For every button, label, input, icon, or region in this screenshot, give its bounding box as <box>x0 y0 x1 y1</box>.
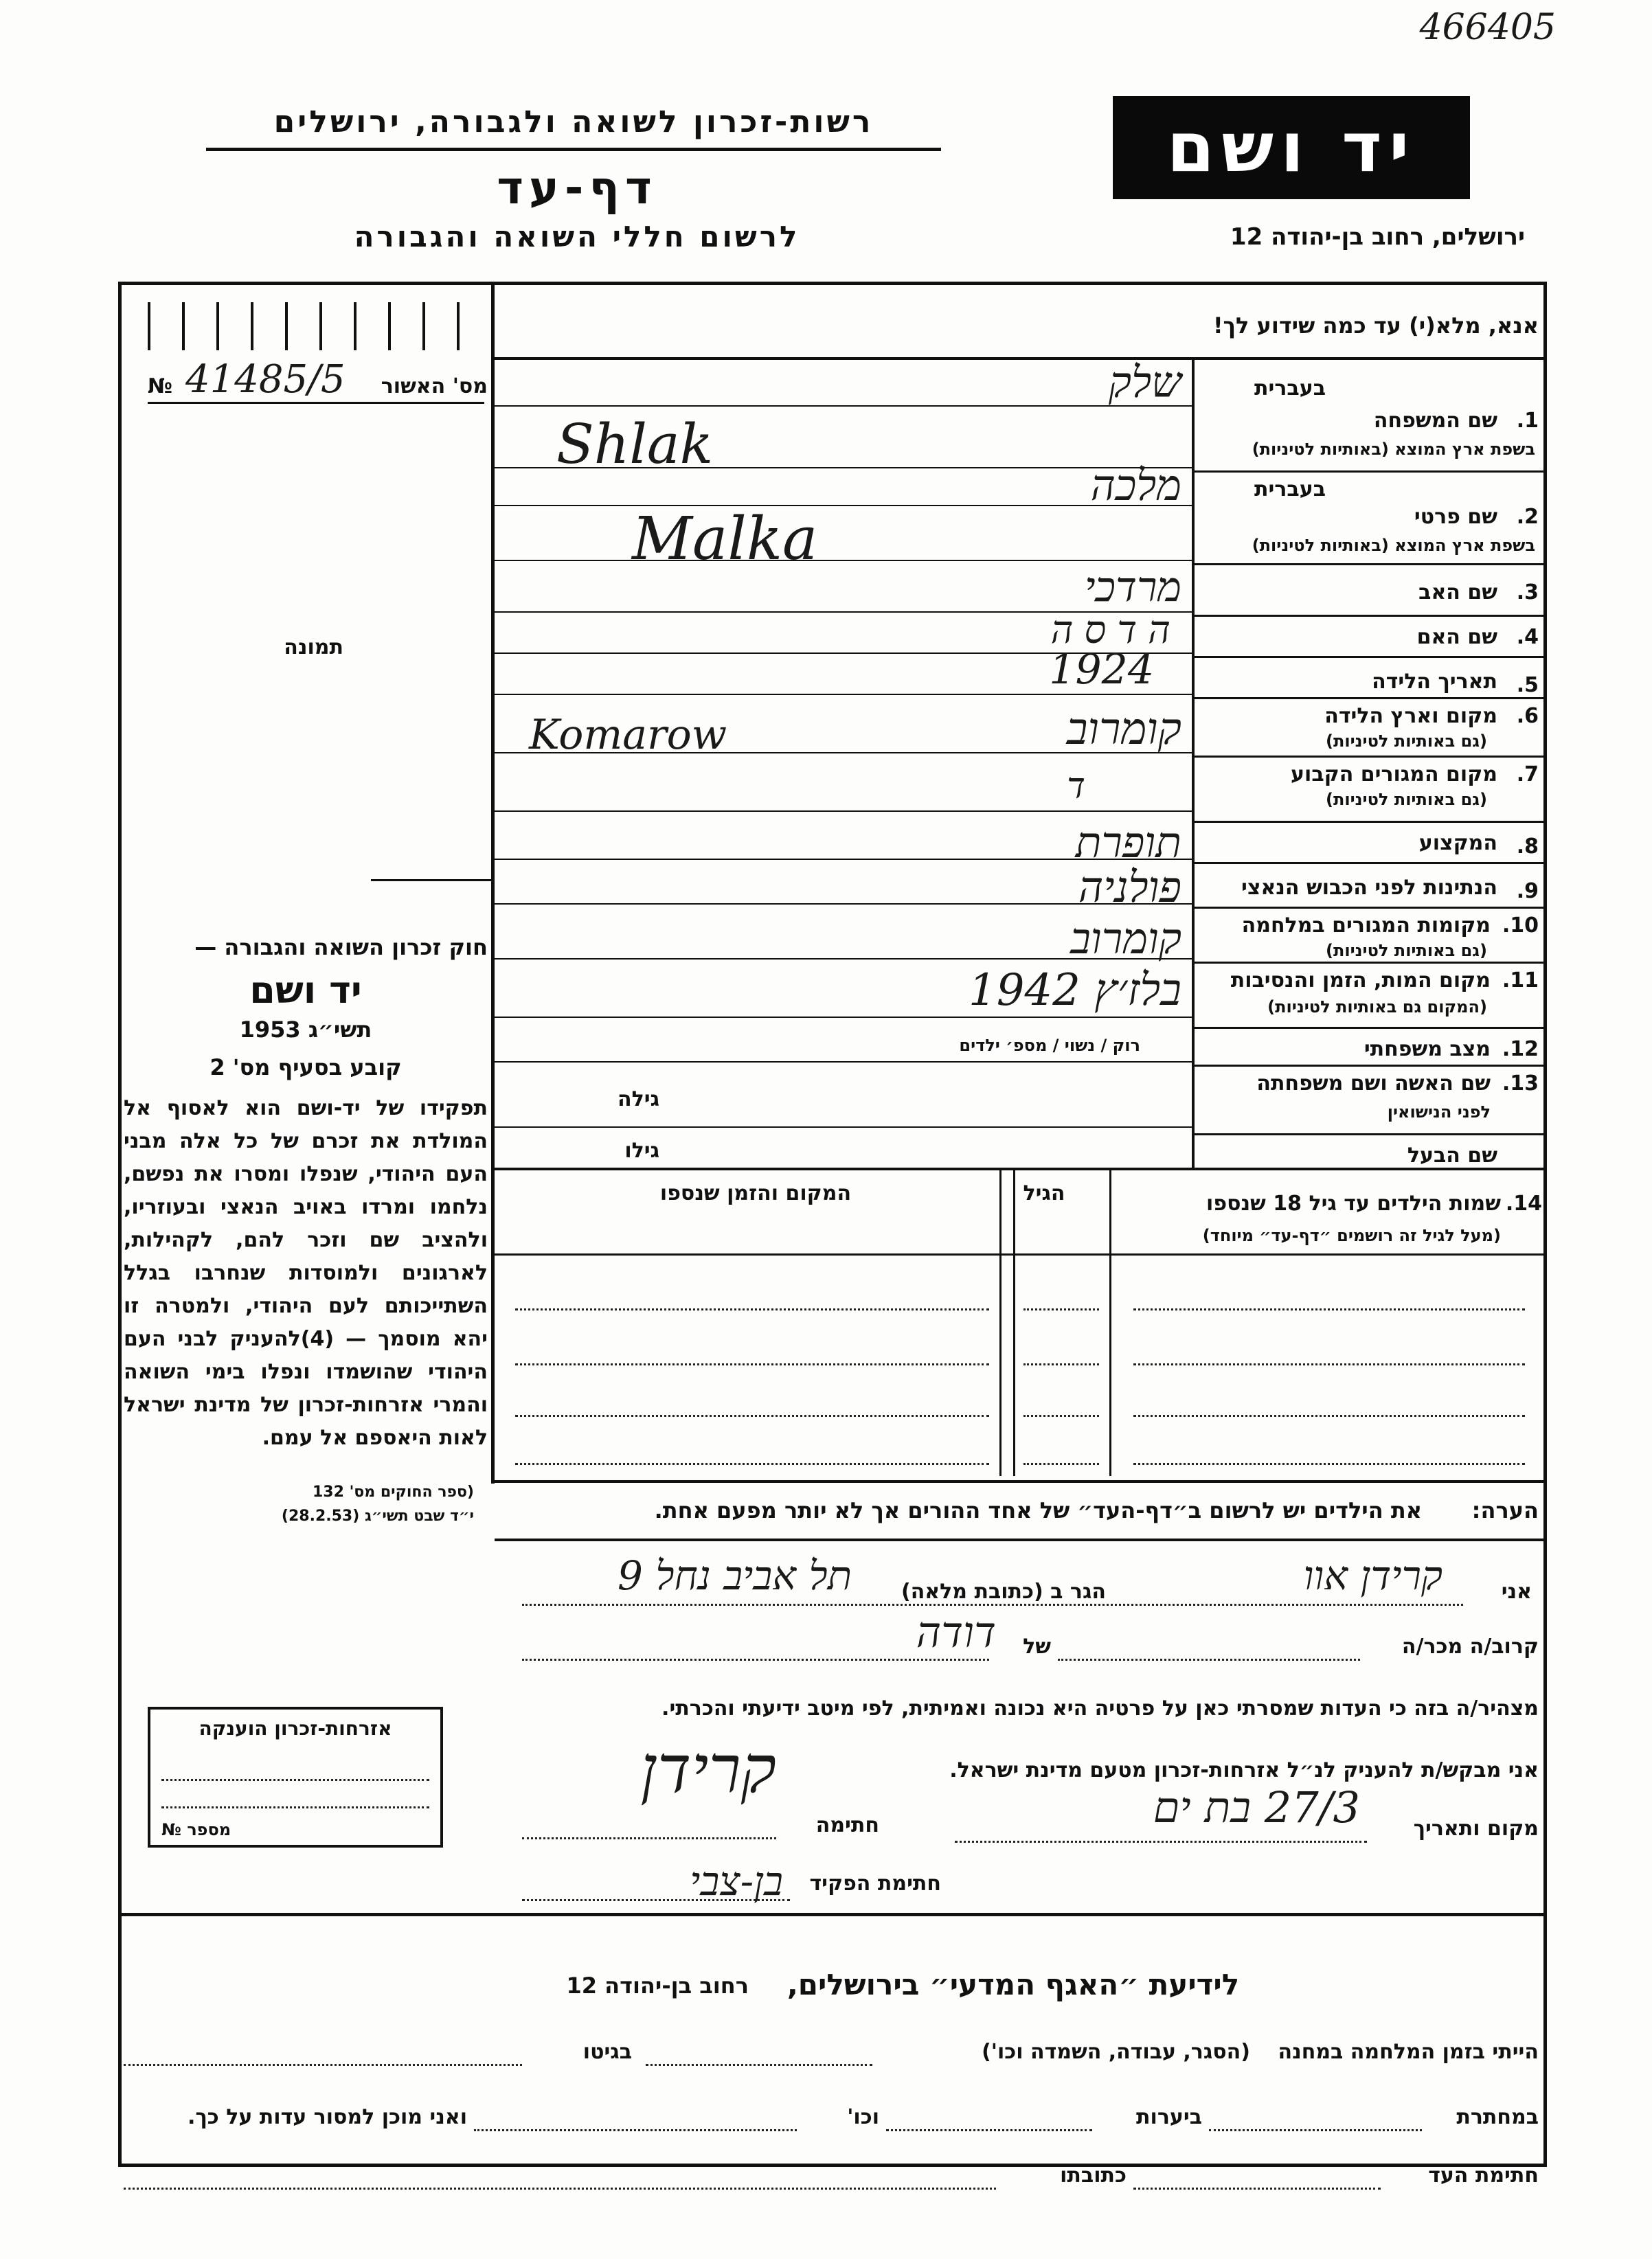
row-rule-10 <box>1195 907 1545 909</box>
children-row-3-age <box>1023 1415 1099 1417</box>
field-7-num: 7. <box>1516 762 1539 786</box>
note-label: הערה: <box>1471 1497 1539 1523</box>
footer-line1-dots-1 <box>646 2064 872 2066</box>
law-year: תשי״ג 1953 <box>239 1017 372 1043</box>
children-header-rule <box>495 1253 1546 1256</box>
footer-line1-dots-2 <box>124 2064 522 2066</box>
field-10-sub: (גם באותיות לטיניות) <box>1326 941 1487 960</box>
field-13-sub: לפני הנישואין <box>1387 1102 1491 1122</box>
footer-line2-dots-1 <box>1209 2129 1422 2131</box>
field-1-label: שם המשפחה <box>1373 409 1497 433</box>
field-4-label: שם האם <box>1416 625 1497 649</box>
field-5-num: 5. <box>1516 673 1539 697</box>
approval-no-label: מס' האשור <box>381 374 488 398</box>
footer-address: רחוב בן-יהודה 12 <box>566 1973 749 1999</box>
children-row-2-name <box>1133 1363 1525 1365</box>
certificate-line-2 <box>161 1806 429 1808</box>
value-line-13 <box>495 1126 1192 1128</box>
declaration-place-date-label: מקום ותאריך <box>1413 1817 1539 1841</box>
lang-hebrew-2: בעברית <box>1254 477 1326 501</box>
children-row-1-name <box>1133 1308 1525 1310</box>
children-row-4-age <box>1023 1463 1099 1465</box>
row-rule-11 <box>1195 962 1545 964</box>
field-8-label: המקצוע <box>1418 831 1497 855</box>
declaration-clerk-label: חתימת הפקיד <box>809 1872 941 1896</box>
children-col-divider-3 <box>1109 1170 1111 1476</box>
row-rule-4 <box>1195 615 1545 617</box>
field-2-label: שם פרטי <box>1414 505 1497 529</box>
value-line-2-lat <box>495 560 1192 561</box>
field-6-sub: (גם באותיות לטיניות) <box>1326 731 1487 751</box>
field-11-value: בלז׳ץ 1942 <box>969 965 1181 1016</box>
row-rule-8 <box>1195 821 1545 823</box>
note-text: את הילדים יש לרשום ב״דף-העד״ של אחד ההורים אך לא יותר מפעם אחת. <box>654 1497 1422 1523</box>
declaration-request: אני מבקש/ת להעניק לנ״ל אזרחות-זכרון מטעם מדינת ישראל. <box>949 1758 1539 1782</box>
row-rule-husband <box>1195 1133 1545 1135</box>
law-name: יד ושם <box>249 968 362 1012</box>
footer-line2-a: במחתרת <box>1456 2105 1539 2129</box>
approval-rule <box>148 402 484 404</box>
field-7-sub: (גם באותיות לטיניות) <box>1326 790 1487 809</box>
field-14-num: 14. <box>1505 1192 1542 1216</box>
field-3-label: שם האב <box>1418 580 1497 604</box>
field-8-value: תופרת <box>1075 817 1181 867</box>
children-row-2-age <box>1023 1363 1099 1365</box>
declaration-clerk-line <box>522 1899 790 1901</box>
approval-tick-marks <box>148 302 484 350</box>
footer-line2-dots-3 <box>474 2129 797 2131</box>
field-14-sub: (מעל לגיל זה רושמים ״דף-עד״ מיוחד) <box>1202 1226 1501 1245</box>
footer-line2-b: ביערות <box>1136 2105 1202 2129</box>
declaration-resident-label: הגר ב (כתובת מלאה) <box>901 1580 1106 1604</box>
footer-line2-d: ואני מוכן למסור עדות על כך. <box>188 2105 467 2129</box>
field-2-sub: בשפת ארץ המוצא (באותיות לטיניות) <box>1252 536 1535 555</box>
org-title: רשות-זכרון לשואה ולגבורה, ירושלים <box>273 104 874 139</box>
row-rule-5 <box>1195 656 1545 658</box>
field-7-value: ד <box>1067 766 1085 807</box>
declaration-relative-label: קרוב/ה מכר/ה <box>1401 1635 1539 1659</box>
field-13-label: שם האשה ושם משפחתה <box>1256 1071 1491 1096</box>
declaration-signature-label: חתימה <box>815 1813 879 1837</box>
declaration-line-1 <box>522 1604 1463 1606</box>
husband-age: גילו <box>624 1139 659 1163</box>
field-12-options: רוק / נשוי / מספ׳ ילדים <box>959 1036 1140 1055</box>
declaration-statement: מצהיר/ה בזה כי העדות שמסרתי כאן על פרטיה היא נכונה ואמיתית, לפי מיטב ידיעתי והכרתי. <box>661 1696 1539 1721</box>
footer-line3-b: כתובתו <box>1060 2164 1127 2188</box>
certificate-line-1 <box>161 1779 429 1781</box>
field-1-num: 1. <box>1516 409 1539 433</box>
field-7-label: מקום המגורים הקבוע <box>1291 762 1497 786</box>
value-line-7 <box>495 810 1192 812</box>
children-row-4-name <box>1133 1463 1525 1465</box>
field-1-value-lat: Shlak <box>556 412 714 476</box>
footer-line3-a: חתימת העד <box>1428 2164 1539 2188</box>
declaration-signature-line <box>522 1837 776 1839</box>
certificate-box-no: מספר № <box>161 1820 231 1839</box>
approval-no-mark: № <box>148 374 173 398</box>
row-rule-7 <box>1195 756 1545 758</box>
footer-line2-dots-2 <box>886 2129 1092 2131</box>
children-row-3-place <box>515 1415 989 1417</box>
field-12-label: מצב משפחתי <box>1364 1037 1491 1061</box>
law-source-2: י״ד שבט תשי״ג (28.2.53) <box>281 1508 474 1525</box>
field-2-value-lat: Malka <box>632 505 818 574</box>
field-3-num: 3. <box>1516 580 1539 604</box>
declaration-of-value: דודה <box>916 1607 996 1657</box>
header-address: ירושלים, רחוב בן-יהודה 12 <box>1230 223 1525 251</box>
footer-top-rule <box>118 1913 1547 1916</box>
field-4-num: 4. <box>1516 625 1539 649</box>
field-1-value-he: שלק <box>1108 357 1181 407</box>
children-row-2-place <box>515 1363 989 1365</box>
footer-line3-dots-2 <box>124 2188 996 2190</box>
field-9-num: 9. <box>1516 879 1539 903</box>
footer-line3-dots-1 <box>1133 2188 1381 2190</box>
row-rule-6 <box>1195 697 1545 699</box>
law-title: חוק זכרון השואה והגבורה — <box>194 934 488 960</box>
row-rule-3 <box>1195 563 1545 565</box>
header-rule <box>206 148 941 151</box>
value-line-12 <box>495 1061 1192 1063</box>
children-row-4-place <box>515 1463 989 1465</box>
children-row-1-place <box>515 1308 989 1310</box>
field-9-label: הנתינות לפני הכבוש הנאצי <box>1241 876 1497 900</box>
children-col-divider-1 <box>999 1170 1002 1476</box>
declaration-of-label: של <box>1023 1635 1051 1659</box>
declaration-line-2 <box>522 1659 989 1661</box>
declaration-i-label: אני <box>1501 1580 1532 1604</box>
field-6-label: מקום וארץ הלידה <box>1324 704 1497 728</box>
law-clause: קובע בסעיף מס' 2 <box>210 1054 402 1080</box>
field-13-age: גילה <box>618 1087 659 1111</box>
field-10-num: 10. <box>1502 913 1539 938</box>
row-rule-13 <box>1195 1065 1545 1067</box>
row-rule-12 <box>1195 1027 1545 1029</box>
children-col-divider-2 <box>1013 1170 1015 1476</box>
field-5-value: 1924 <box>1049 646 1154 694</box>
yad-vashem-logo: יד ושם <box>1113 96 1470 199</box>
field-2-num: 2. <box>1516 505 1539 529</box>
law-text: תפקידו של יד-ושם הוא לאסוף אל המולדת את זכרם של כל אלה מבני העם היהודי, שנפלו ומסרו את נפשם, נלחמו ומרדו באויב הנאצי ובעוזריו, ולהציב שם וזכר להם, לקהילות, לארגונים ולמוסדות שנחרבו בגלל השתייכותם לעם היהודי, ולמטרה זו יהא מוסמך — (4)להעניק לבני העם היהודי שהושמדו ונפלו בימי השואה והמרי אזרחות-זכרון של מדינת ישראל לאות היאספם אל עמם. <box>124 1096 488 1450</box>
declaration-place-date-line <box>955 1841 1367 1843</box>
value-line-11 <box>495 1017 1192 1018</box>
declaration-line-3 <box>1058 1659 1360 1661</box>
photo-label: תמונה <box>284 635 343 659</box>
page-number: 466405 <box>1419 7 1556 48</box>
field-2-value-he: מלכה <box>1090 460 1181 510</box>
field-6-num: 6. <box>1516 704 1539 728</box>
field-10-label: מקומות המגורים במלחמה <box>1241 913 1491 938</box>
note-top-rule <box>495 1480 1546 1483</box>
note-bottom-rule <box>495 1539 1546 1541</box>
law-source-1: (ספר החוקים מס' 132 <box>312 1484 474 1501</box>
footer-line1-b: (הסגר, עבודה, השמדה וכו') <box>982 2040 1250 2064</box>
children-col-age: הגיל <box>1023 1181 1065 1205</box>
footer-line2-c: וכו' <box>847 2105 879 2129</box>
intro-text: אנא, מלא(י) עד כמה שידוע לך! <box>1212 313 1539 339</box>
lang-hebrew-1: בעברית <box>1254 376 1326 400</box>
footer-line1-a: הייתי בזמן המלחמה במחנה <box>1278 2040 1539 2064</box>
declaration-resident-value: תל אביב נחל 9 <box>618 1552 852 1599</box>
field-9-value: פולניה <box>1078 862 1181 912</box>
footer-title: לידיעת ״האגף המדעי״ בירושלים, <box>787 1968 1240 2001</box>
children-row-1-age <box>1023 1308 1099 1310</box>
field-6-value-he: קומרוב <box>1066 704 1181 755</box>
field-5-label: תאריך הלידה <box>1372 670 1497 694</box>
certificate-box-title: אזרחות-זכרון הוענקה <box>199 1717 392 1740</box>
footer-line1-c: בגיטו <box>582 2040 632 2064</box>
approval-no-value: 41485/5 <box>185 357 346 402</box>
husband-label: שם הבעל <box>1407 1144 1497 1168</box>
field-12-num: 12. <box>1502 1037 1539 1061</box>
field-11-num: 11. <box>1502 968 1539 992</box>
field-3-value: מרדכי <box>1084 563 1181 611</box>
children-col-place: המקום והזמן שנספו <box>659 1181 852 1205</box>
field-10-value: קומרוב <box>1070 913 1181 964</box>
children-row-3-name <box>1133 1415 1525 1417</box>
declaration-clerk-value: בן-צבי <box>690 1858 783 1905</box>
photo-rule <box>371 879 491 881</box>
field-4-value: הדסה <box>1050 608 1181 652</box>
field-13-num: 13. <box>1502 1071 1539 1096</box>
row-rule-2 <box>1195 470 1545 473</box>
declaration-signature-value: קרידן <box>640 1731 776 1808</box>
value-line-5 <box>495 694 1192 695</box>
field-14-label: שמות הילדים עד גיל 18 שנספו <box>1206 1192 1501 1216</box>
row-rule-9 <box>1195 862 1545 864</box>
children-top-rule <box>495 1168 1546 1170</box>
left-column-divider <box>491 285 495 1484</box>
declaration-i-value: קרידן אוו <box>1303 1552 1442 1599</box>
field-6-value-lat: Komarow <box>529 711 727 759</box>
form-title: דף-עד <box>497 161 657 214</box>
field-1-sub: בשפת ארץ המוצא (באותיות לטיניות) <box>1252 440 1535 459</box>
field-11-label: מקום המות, הזמן והנסיבות <box>1230 968 1491 992</box>
form-subtitle: לרשום חללי השואה והגבורה <box>354 220 800 253</box>
label-column-divider <box>1192 357 1195 1168</box>
declaration-place-date-value: 27/3 בת ים <box>1153 1782 1360 1832</box>
field-8-num: 8. <box>1516 835 1539 859</box>
field-11-sub: (המקום גם באותיות לטיניות) <box>1267 997 1487 1017</box>
